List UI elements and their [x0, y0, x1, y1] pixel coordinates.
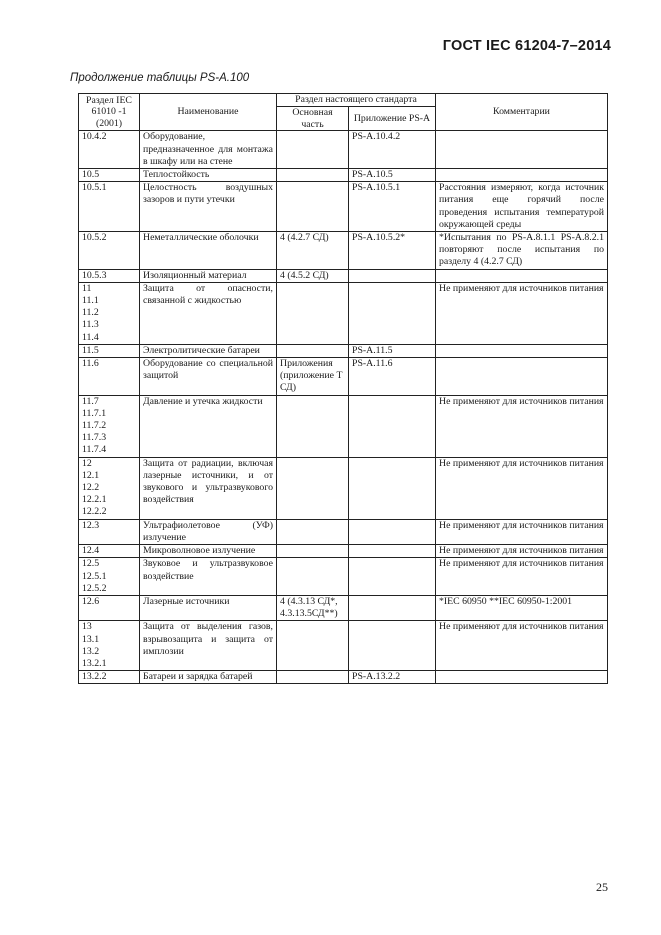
section-number: 12.2.1 [82, 494, 107, 506]
section-number: 11.7.3 [82, 432, 107, 444]
cell-name: Давление и утечка жидкости [140, 395, 277, 457]
section-number: 11.3 [82, 319, 99, 331]
cell-comment [436, 269, 608, 282]
cell-main-part: Приложения (приложение Т СД) [277, 358, 349, 396]
cell-comment [436, 344, 608, 357]
cell-comment: *IEC 60950 **IEC 60950-1:2001 [436, 595, 608, 620]
cell-main-part [277, 545, 349, 558]
table-header-row [79, 94, 608, 107]
cell-main-part [277, 131, 349, 169]
section-number: 11.4 [82, 331, 99, 343]
section-number: 11.5 [82, 344, 99, 356]
cell-section [79, 621, 140, 671]
table-row [79, 282, 608, 344]
cell-comment: Не применяют для источников питания [436, 545, 608, 558]
section-number: 12.2 [82, 482, 100, 494]
header-main-part: Основная часть [277, 106, 349, 131]
table-row [79, 671, 608, 684]
section-number: 10.5.3 [82, 269, 107, 281]
cell-main-part [277, 457, 349, 519]
cell-comment: Расстояния измеряют, когда источник питания еще горячий после проведения испытания температурой окружающей среды [436, 182, 608, 232]
cell-comment [436, 169, 608, 182]
table-row [79, 595, 608, 620]
cell-main-part [277, 169, 349, 182]
cell-comment: Не применяют для источников питания [436, 395, 608, 457]
table-row [79, 344, 608, 357]
cell-main-part: 4 (4.2.7 СД) [277, 232, 349, 270]
cell-section [79, 344, 140, 357]
table-row [79, 131, 608, 169]
cell-appendix: PS-A.10.5.2* [349, 232, 436, 270]
cell-main-part [277, 621, 349, 671]
cell-appendix [349, 269, 436, 282]
page-number: 25 [596, 880, 608, 894]
cell-section [79, 457, 140, 519]
cell-appendix: PS-A.10.5 [349, 169, 436, 182]
document-standard-header: ГОСТ IEC 61204-7–2014 [442, 38, 611, 54]
section-number: 10.5.1 [82, 182, 107, 194]
header-name: Наименование [140, 94, 277, 131]
cell-appendix [349, 519, 436, 544]
cell-comment [436, 131, 608, 169]
section-number: 12.2.2 [82, 506, 107, 518]
table-row [79, 519, 608, 544]
cell-appendix [349, 457, 436, 519]
cell-comment [436, 358, 608, 396]
cell-section [79, 169, 140, 182]
cell-main-part [277, 182, 349, 232]
cell-name: Теплостойкость [140, 169, 277, 182]
table-row [79, 457, 608, 519]
section-number: 11.7 [82, 395, 99, 407]
cell-name: Защита от радиации, включая лазерные источники, и от звукового и ультразвукового воздействия [140, 457, 277, 519]
section-number: 13.2 [82, 645, 100, 657]
section-number: 11.1 [82, 295, 99, 307]
cell-appendix [349, 282, 436, 344]
section-number: 13.1 [82, 633, 100, 645]
section-number: 11.7.4 [82, 444, 107, 456]
header-standard-section: Раздел настоящего стандарта [277, 94, 436, 107]
cell-main-part [277, 344, 349, 357]
cell-section [79, 671, 140, 684]
cell-appendix [349, 545, 436, 558]
cell-appendix: PS-A.10.4.2 [349, 131, 436, 169]
section-number: 11.6 [82, 358, 99, 370]
cell-section [79, 545, 140, 558]
cell-name: Неметаллические оболочки [140, 232, 277, 270]
section-number: 11.7.1 [82, 407, 107, 419]
cell-section [79, 269, 140, 282]
cell-main-part [277, 671, 349, 684]
table-row [79, 269, 608, 282]
cell-name: Звуковое и ультразвуковое воздействие [140, 558, 277, 596]
table-row [79, 169, 608, 182]
cell-section [79, 595, 140, 620]
section-number: 12.6 [82, 595, 100, 607]
cell-appendix [349, 621, 436, 671]
section-number: 12.5 [82, 558, 100, 570]
cell-appendix: PS-A.13.2.2 [349, 671, 436, 684]
table-row [79, 545, 608, 558]
cell-section [79, 558, 140, 596]
cell-name: Оборудование, предназначенное для монтажа в шкафу или на стене [140, 131, 277, 169]
cell-name: Электролитические батареи [140, 344, 277, 357]
section-number: 12.5.2 [82, 582, 107, 594]
table-row [79, 232, 608, 270]
header-appendix: Приложение PS-A [349, 106, 436, 131]
section-number: 12.1 [82, 469, 100, 481]
section-number: 10.5.2 [82, 232, 107, 244]
section-number: 12.5.1 [82, 570, 107, 582]
header-section: Раздел IEC 61010 -1 (2001) [79, 94, 140, 131]
cell-comment [436, 671, 608, 684]
table-body [79, 131, 608, 684]
requirements-table [78, 93, 608, 684]
cell-name: Лазерные источники [140, 595, 277, 620]
cell-name: Изоляционный материал [140, 269, 277, 282]
section-number: 11 [82, 282, 92, 294]
table-row [79, 558, 608, 596]
section-number: 12 [82, 457, 92, 469]
cell-name: Микроволновое излучение [140, 545, 277, 558]
cell-comment: Не применяют для источников питания [436, 282, 608, 344]
cell-name: Батареи и зарядка батарей [140, 671, 277, 684]
section-number: 10.5 [82, 169, 100, 180]
table-caption: Продолжение таблицы PS-A.100 [70, 72, 250, 84]
section-number: 12.3 [82, 519, 100, 531]
cell-section [79, 182, 140, 232]
cell-comment: Не применяют для источников питания [436, 621, 608, 671]
table-row [79, 358, 608, 396]
section-number: 13.2.2 [82, 671, 107, 683]
cell-name: Защита от выделения газов, взрывозащита и защита от имплозии [140, 621, 277, 671]
section-number: 11.7.2 [82, 420, 107, 432]
section-number: 13 [82, 621, 92, 633]
cell-comment: Не применяют для источников питания [436, 519, 608, 544]
cell-name: Защита от опасности, связанной с жидкостью [140, 282, 277, 344]
cell-appendix [349, 558, 436, 596]
cell-main-part [277, 282, 349, 344]
section-number: 12.4 [82, 545, 100, 557]
cell-comment: Не применяют для источников питания [436, 457, 608, 519]
cell-section [79, 395, 140, 457]
cell-section [79, 358, 140, 396]
table-row [79, 621, 608, 671]
table-row [79, 395, 608, 457]
section-number: 13.2.1 [82, 657, 107, 669]
cell-main-part [277, 558, 349, 596]
cell-comment: Не применяют для источников питания [436, 558, 608, 596]
cell-section [79, 232, 140, 270]
cell-name: Оборудование со специальной защитой [140, 358, 277, 396]
header-comments: Комментарии [436, 94, 608, 131]
cell-section [79, 519, 140, 544]
cell-section [79, 131, 140, 169]
cell-main-part: 4 (4.5.2 СД) [277, 269, 349, 282]
cell-appendix: PS-A.11.5 [349, 344, 436, 357]
section-number: 10.4.2 [82, 131, 107, 143]
section-number: 11.2 [82, 307, 99, 319]
cell-name: Целостность воздушных зазоров и пути утечки [140, 182, 277, 232]
cell-appendix [349, 395, 436, 457]
cell-comment: *Испытания по PS-A.8.1.1 PS-A.8.2.1 повторяют после испытания по разделу 4 (4.2.7 СД) [436, 232, 608, 270]
cell-appendix [349, 595, 436, 620]
cell-appendix: PS-A.10.5.1 [349, 182, 436, 232]
cell-section [79, 282, 140, 344]
cell-appendix: PS-A.11.6 [349, 358, 436, 396]
cell-main-part [277, 519, 349, 544]
cell-main-part: 4 (4.3.13 СД*, 4.3.13.5СД**) [277, 595, 349, 620]
cell-main-part [277, 395, 349, 457]
cell-name: Ультрафиолетовое (УФ) излучение [140, 519, 277, 544]
table-row [79, 182, 608, 232]
